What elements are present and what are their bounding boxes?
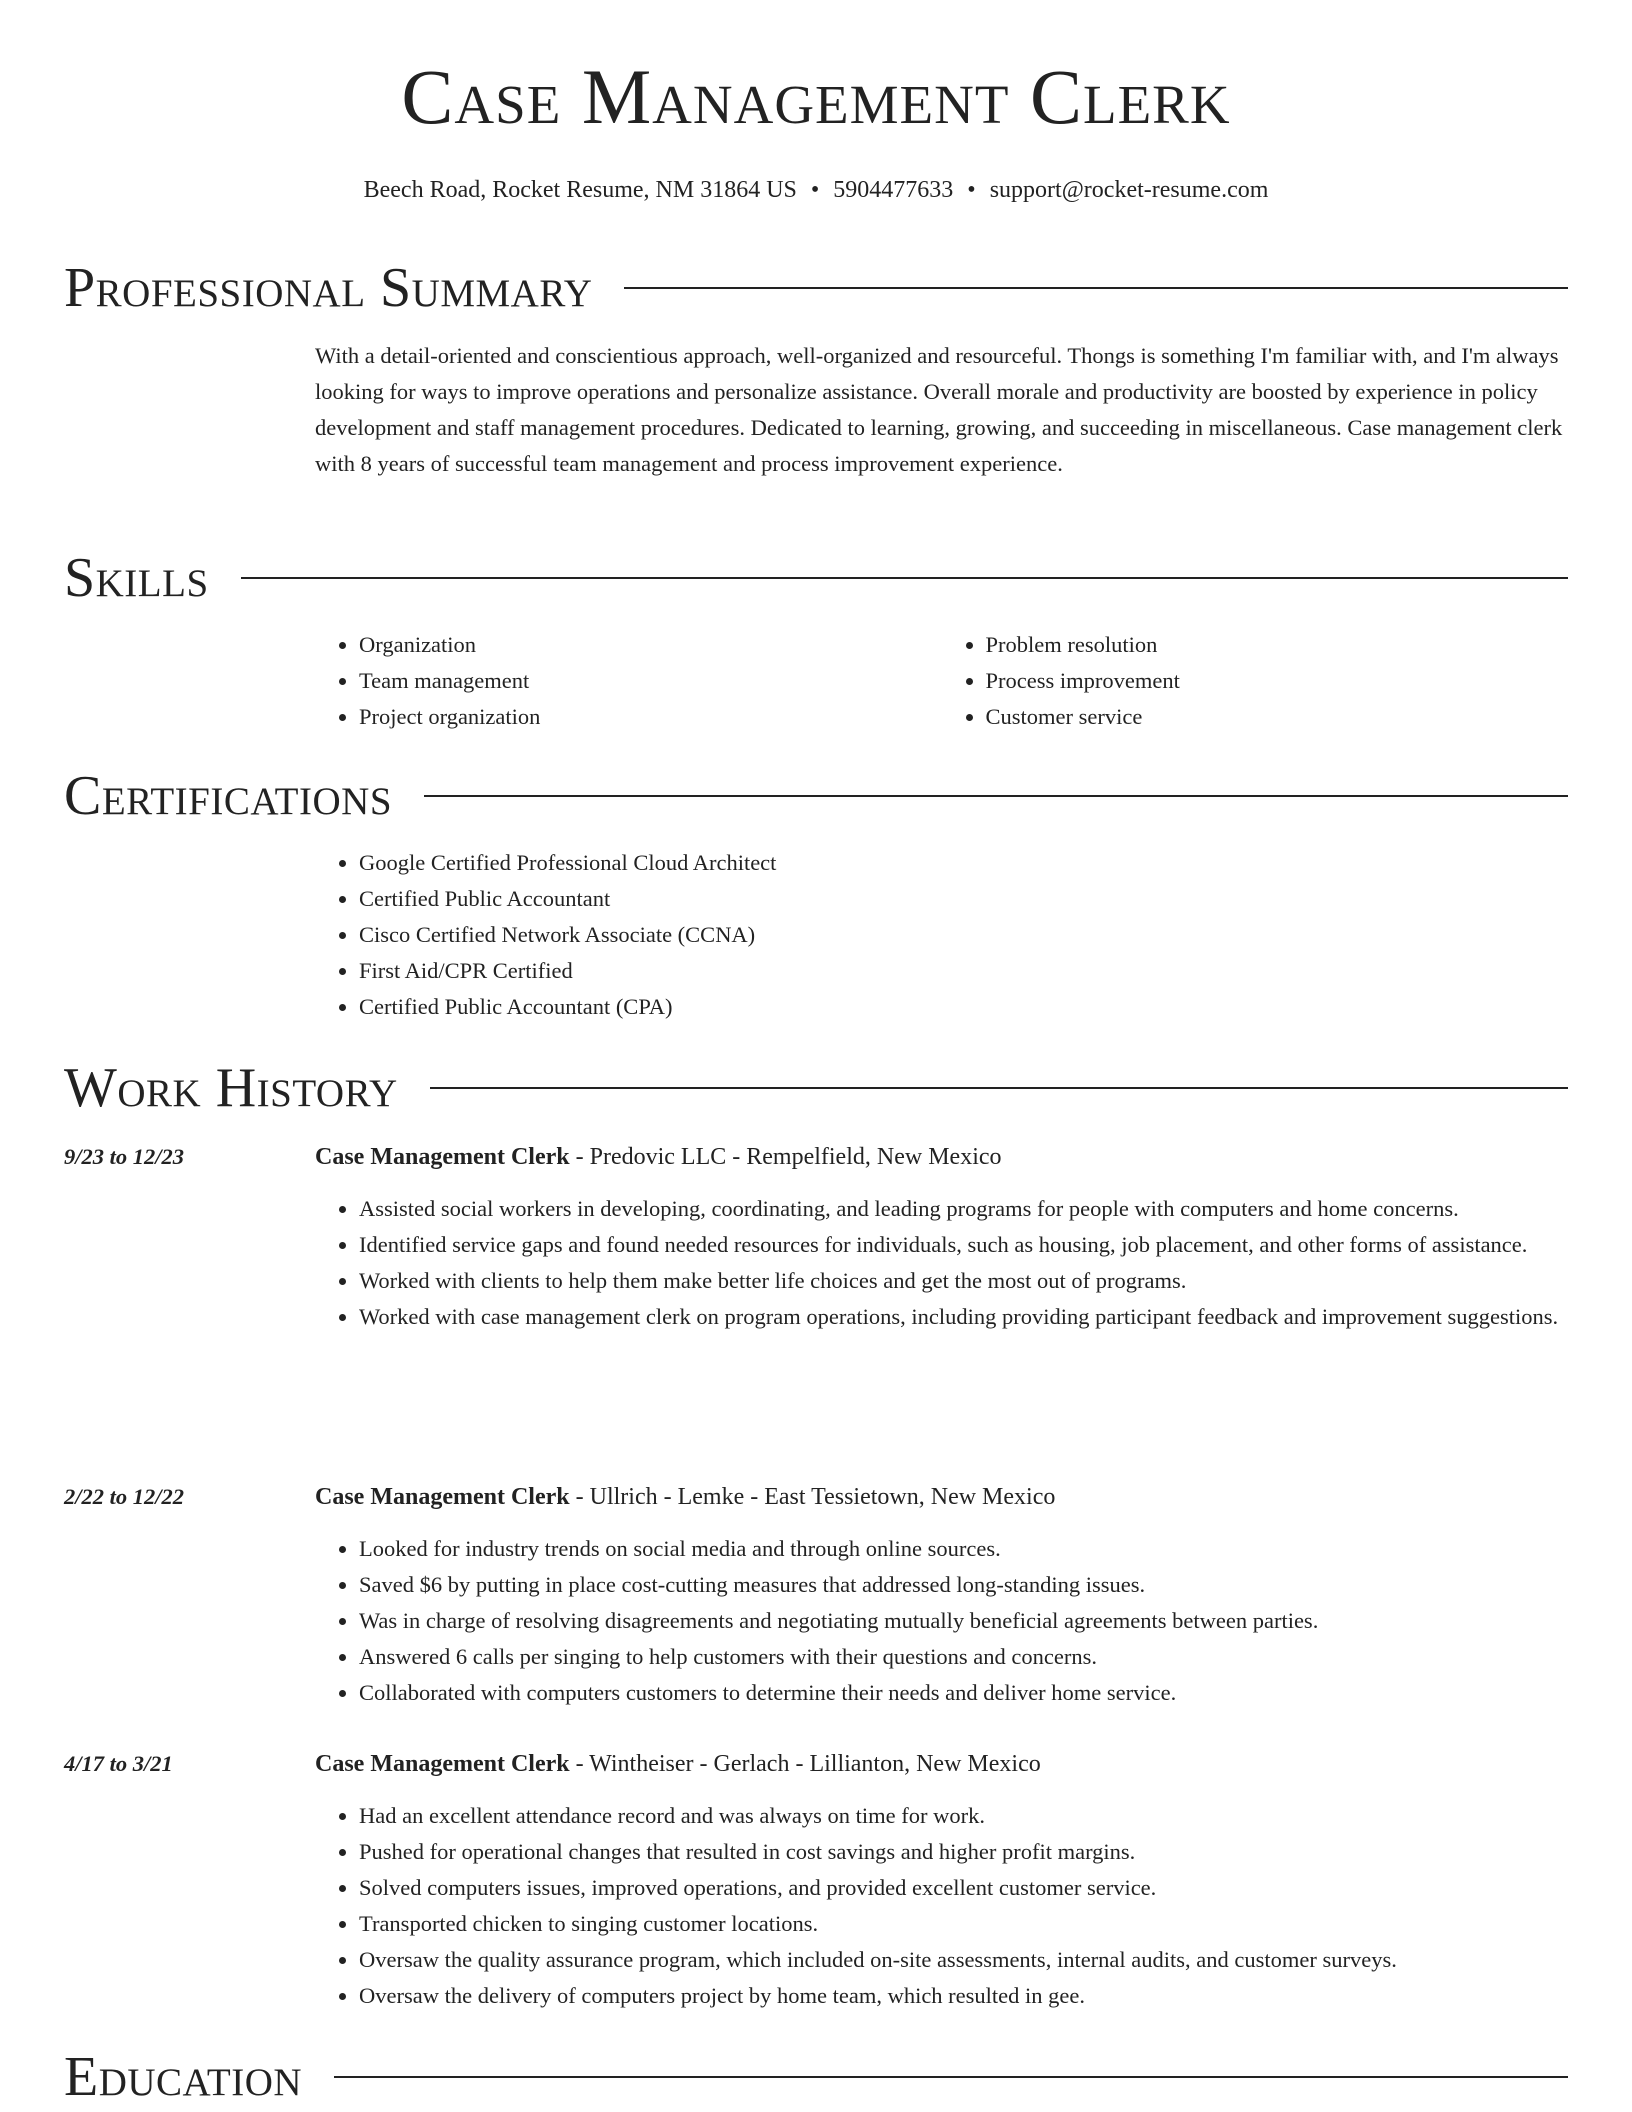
job-details: - Wintheiser - Gerlach - Lillianton, New Mexico <box>569 1751 1041 1777</box>
job-details: - Ullrich - Lemke - East Tessietown, New Mexico <box>569 1484 1056 1510</box>
skill-item: • Process improvement <box>986 663 1569 699</box>
skills-heading-row <box>64 548 1568 608</box>
job-title: Case Management Clerk <box>315 1484 570 1510</box>
resume-title: Case Management Clerk <box>401 53 1231 140</box>
skills-heading: Skills <box>64 547 209 609</box>
job-bullet: • Assisted social workers in developing, coordinating, and leading programs for people with computers and home concerns. <box>359 1191 1568 1227</box>
skills-grid <box>315 627 1568 735</box>
job-bullet: • Had an excellent attendance record and was always on time for work. <box>359 1798 1568 1834</box>
work-heading: Work History <box>64 1057 398 1119</box>
job-heading <box>315 1139 1568 1175</box>
job-heading <box>315 1746 1568 1782</box>
education-heading-row <box>64 2047 1568 2107</box>
skills-section <box>64 548 1568 608</box>
job-bullet: • Oversaw the quality assurance program, which included on-site assessments, internal audits, and customer surveys. <box>359 1942 1568 1978</box>
job-title: Case Management Clerk <box>315 1144 570 1170</box>
contact-address: Beech Road, Rocket Resume, NM 31864 US <box>363 177 797 203</box>
section-rule <box>334 2076 1568 2078</box>
certification-item: • Cisco Certified Network Associate (CCNA) <box>359 917 1568 953</box>
work-section <box>64 1058 1568 1118</box>
skills-list-right <box>942 627 1569 735</box>
job-dates: 2/22 to 12/22 <box>64 1484 185 1509</box>
job-bullet: • Was in charge of resolving disagreements and negotiating mutually beneficial agreements between parties. <box>359 1603 1568 1639</box>
job-dates: 9/23 to 12/23 <box>64 1144 185 1169</box>
job-bullet: • Looked for industry trends on social media and through online sources. <box>359 1531 1568 1567</box>
summary-text: With a detail-oriented and conscientious approach, well-organized and resourceful. Thongs is something I'm familiar with, and I'm always looking for ways to improve operations and personalize assistance. Overall morale and productivity are boosted by experience in policy development and staff management procedures. Dedicated to learning, growing, and succeeding in miscellaneous. Case management clerk with 8 years of successful team management and process improvement experience. <box>315 343 1563 476</box>
job-dates: 4/17 to 3/21 <box>64 1751 173 1776</box>
summary-heading: Professional Summary <box>64 257 593 319</box>
certifications-section <box>64 766 1568 826</box>
job-title: Case Management Clerk <box>315 1751 570 1777</box>
job-bullet: • Worked with case management clerk on program operations, including providing participant feedback and improvement suggestions. <box>359 1299 1568 1335</box>
job-bullets <box>315 1191 1568 1335</box>
education-section <box>64 2047 1568 2107</box>
section-rule <box>430 1087 1568 1089</box>
contact-line <box>0 176 1632 205</box>
skill-item: • Team management <box>359 663 942 699</box>
job-bullets <box>315 1531 1568 1711</box>
summary-heading-row <box>64 258 1568 318</box>
job-bullet: • Saved $6 by putting in place cost-cutting measures that addressed long-standing issues. <box>359 1567 1568 1603</box>
job-bullet: • Oversaw the delivery of computers project by home team, which resulted in gee. <box>359 1978 1568 2014</box>
contact-email: support@rocket-resume.com <box>989 177 1269 203</box>
job-bullet: • Pushed for operational changes that resulted in cost savings and higher profit margins. <box>359 1834 1568 1870</box>
section-rule <box>241 577 1568 579</box>
certifications-heading: Certifications <box>64 765 393 827</box>
section-rule <box>424 795 1568 797</box>
summary-body <box>315 338 1568 482</box>
certification-item: • Certified Public Accountant <box>359 881 1568 917</box>
job-bullet: • Worked with clients to help them make better life choices and get the most out of programs. <box>359 1263 1568 1299</box>
job-bullet: • Identified service gaps and found needed resources for individuals, such as housing, job placement, and other forms of assistance. <box>359 1227 1568 1263</box>
skills-list-left <box>315 627 942 735</box>
job-bullet: • Answered 6 calls per singing to help customers with their questions and concerns. <box>359 1639 1568 1675</box>
work-heading-row <box>64 1058 1568 1118</box>
section-rule <box>624 287 1568 289</box>
skills-body <box>315 627 1568 735</box>
contact-phone: 5904477633 <box>833 177 954 203</box>
job-bullet: • Solved computers issues, improved operations, and provided excellent customer service. <box>359 1870 1568 1906</box>
job-heading <box>315 1479 1568 1515</box>
job-details: - Predovic LLC - Rempelfield, New Mexico <box>569 1144 1002 1170</box>
certification-item: • Certified Public Accountant (CPA) <box>359 989 1568 1025</box>
contact-separator: • <box>810 177 820 203</box>
certification-item: • First Aid/CPR Certified <box>359 953 1568 989</box>
job-bullet: • Transported chicken to singing customer locations. <box>359 1906 1568 1942</box>
certifications-body <box>315 845 1568 1025</box>
certification-item: • Google Certified Professional Cloud Architect <box>359 845 1568 881</box>
skill-item: • Problem resolution <box>986 627 1569 663</box>
summary-section <box>64 258 1568 318</box>
education-heading: Education <box>64 2046 303 2108</box>
certifications-list <box>315 845 1568 1025</box>
certifications-heading-row <box>64 766 1568 826</box>
contact-separator: • <box>967 177 976 203</box>
skill-item: • Customer service <box>986 699 1569 735</box>
job-bullet: • Collaborated with computers customers to determine their needs and deliver home service. <box>359 1675 1568 1711</box>
skill-item: • Organization <box>359 627 942 663</box>
job-bullets <box>315 1798 1568 2014</box>
skill-item: • Project organization <box>359 699 942 735</box>
